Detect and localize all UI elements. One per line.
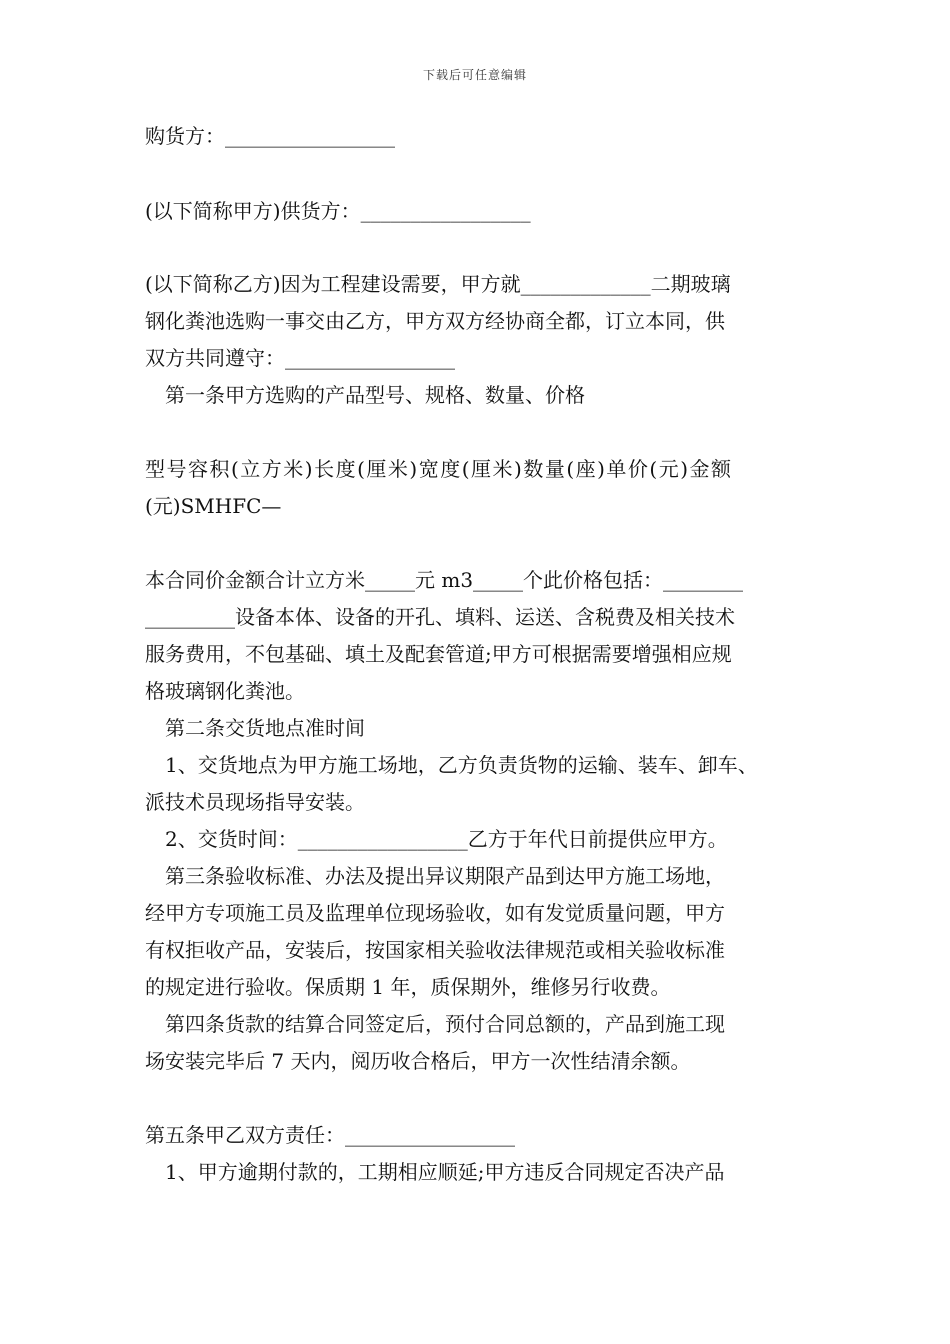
intro-line-1: (以下简称乙方)因为工程建设需要，甲方就_____________二期玻璃 xyxy=(145,272,731,296)
article-2-heading: 第二条交货地点准时间 xyxy=(165,716,365,740)
price-line-4: 格玻璃钢化粪池。 xyxy=(145,679,305,703)
product-table-header: 型号容积(立方米)长度(厘米)宽度(厘米)数量(座)单价(元)金额 xyxy=(145,457,733,481)
article-1-heading: 第一条甲方选购的产品型号、规格、数量、价格 xyxy=(165,383,585,407)
delivery-time-line: 2、交货时间：_________________乙方于年代日前提供应甲方。 xyxy=(165,827,728,851)
article-4-line-1: 第四条货款的结算合同签定后，预付合同总额的，产品到施工现 xyxy=(165,1012,725,1036)
page-header-note: 下载后可任意编辑 xyxy=(422,68,527,82)
intro-line-2: 钢化粪池选购一事交由乙方，甲方双方经协商全都，订立本同，供 xyxy=(145,309,725,333)
supplier-line: (以下简称甲方)供货方：_________________ xyxy=(145,199,531,223)
price-line-3: 服务费用，不包基础、填土及配套管道;甲方可根据需要增强相应规 xyxy=(145,642,732,666)
buyer-line: 购货方：_________________ xyxy=(145,124,395,148)
article-5-item-1: 1、甲方逾期付款的，工期相应顺延;甲方违反合同规定否决产品 xyxy=(165,1160,725,1184)
article-3-line-3: 有权拒收产品，安装后，按国家相关验收法律规范或相关验收标准 xyxy=(145,938,725,962)
price-line-2: _________设备本体、设备的开孔、填料、运送、含税费及相关技术 xyxy=(145,605,735,629)
article-5-heading: 第五条甲乙双方责任：_________________ xyxy=(145,1123,515,1147)
article-3-line-1: 第三条验收标准、办法及提出异议期限产品到达甲方施工场地， xyxy=(165,864,725,888)
article-3-line-2: 经甲方专项施工员及监理单位现场验收，如有发觉质量问题，甲方 xyxy=(145,901,725,925)
delivery-place-line-1: 1、交货地点为甲方施工场地，乙方负责货物的运输、装车、卸车、 xyxy=(165,753,758,777)
product-table-model: (元)SMHFC— xyxy=(145,494,282,518)
article-3-line-4: 的规定进行验收。保质期 1 年，质保期外，维修另行收费。 xyxy=(145,975,671,999)
price-line-1: 本合同价金额合计立方米_____元 m3_____个此价格包括：________ xyxy=(145,568,744,592)
article-4-line-2: 场安装完毕后 7 天内，阅历收合格后，甲方一次性结清余额。 xyxy=(145,1049,691,1073)
intro-line-3: 双方共同遵守：_________________ xyxy=(145,346,455,370)
delivery-place-line-2: 派技术员现场指导安装。 xyxy=(145,790,365,814)
